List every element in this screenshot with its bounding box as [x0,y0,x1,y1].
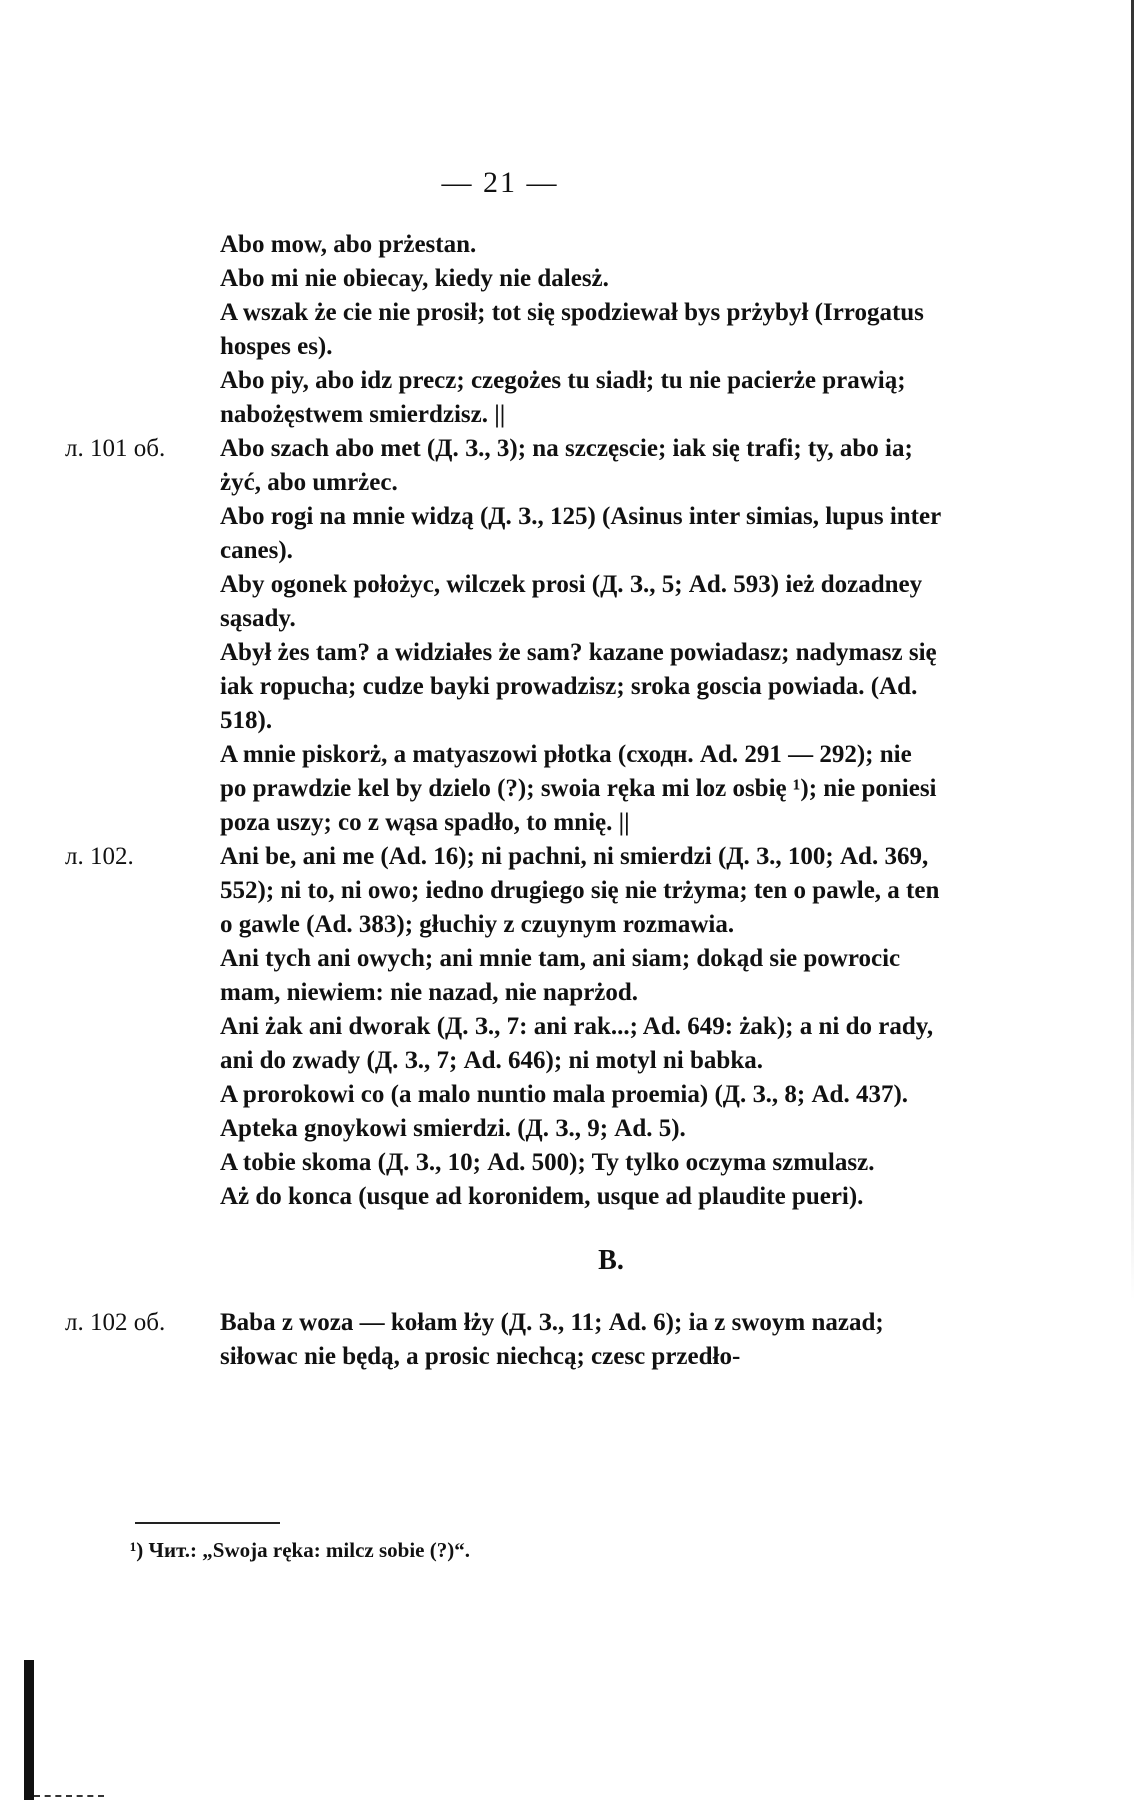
entry-text: Aby ogonek położyc, wilczek prosi (Д. З., 5; Ad. 593) ież dozadney sąsady. [220,571,923,632]
entry-text: A wszak że cie nie prosił; tot się spodziewał bys prżybył (Irrogatus hospes es). [220,299,924,360]
entry [65,840,942,942]
entry [220,636,942,738]
entry-text: Ani tych ani owych; ani mnie tam, ani siam; dokąd sie powrocic mam, niewiem: nie nazad, nie naprżod. [220,945,901,1006]
entry-text: Abo mi nie obiecay, kiedy nie dalesż. [220,265,609,292]
entry [220,1010,942,1078]
entry-text: Abo piy, abo idz precz; czegożes tu siadł; tu nie pacierże prawią; nabożęstwem smierdzisz. || [220,367,906,428]
section-heading: B. [598,1245,624,1276]
entry-text: Ani be, ani me (Ad. 16); ni pachni, ni smierdzi (Д. З., 100; Ad. 369, 552); ni to, ni owo; iedno drugiego się nie trżyma; ten o pawle, a ten o gawle (Ad. 383); głuchiy z czuynym rozmawia. [220,843,940,938]
entry [220,500,942,568]
entry-text: Abo mow, abo prżestan. [220,231,477,258]
entry-text: A prorokowi co (a malo nuntio mala proemia) (Д. З., 8; Ad. 437). [220,1081,909,1108]
entry [220,364,942,432]
entry-text: Abo szach abo met (Д. З., 3); na szczęscie; iak się trafi; ty, abo ia; żyć, abo umrżec. [220,435,913,496]
entry [220,568,942,636]
entry [220,1078,942,1112]
entry [220,738,942,840]
scan-edge-bottom [34,1795,104,1797]
page-number: — 21 — [441,166,559,199]
entry-text: Abył żes tam? a widziałes że sam? kazane powiadasz; nadymasz się iak ropucha; cudze bayki prowadzisz; sroka goscia powiada. (Ad. 518). [220,639,937,734]
entry [220,228,942,262]
entry-text: Baba z woza — kołam łży (Д. З., 11; Ad. 6); ia z swoym nazad; siłowac nie będą, a prosic niechcą; czesc przedło- [220,1309,884,1370]
entry [220,262,942,296]
entry [220,1180,942,1214]
margin-note: л. 101 об. [65,435,166,462]
entry [220,1112,942,1146]
entry [220,1146,942,1180]
footnote-rule [135,1522,280,1524]
margin-note: л. 102. [65,843,134,870]
entry-text: A mnie piskorż, a matyaszowi płotka (сходн. Ad. 291 — 292); nie po prawdzie kel by dzielo (?); swoia ręka mi loz osbię ¹); nie poniesi poza uszy; co z wąsa spadło, to mnię. || [220,741,937,836]
entry [65,1306,942,1374]
entry-text: Abo rogi na mnie widzą (Д. З., 125) (Asinus inter simias, lupus inter canes). [220,503,941,564]
scan-edge-right [1131,0,1134,1300]
scan-edge-left [24,1660,34,1800]
main-text [65,228,942,1374]
entry-text: Aż do konca (usque ad koronidem, usque ad plaudite pueri). [220,1183,864,1210]
footnote: ¹) Чит.: „Swoja ręka: milcz sobie (?)“. [130,1538,470,1562]
entry-text: A tobie skoma (Д. З., 10; Ad. 500); Ty tylko oczyma szmulasz. [220,1149,875,1176]
entry [220,942,942,1010]
entry [65,432,942,500]
entry-text: Ani żak ani dworak (Д. З., 7: ani rak...; Ad. 649: żak); a ni do rady, ani do zwady (Д. З., 7; Ad. 646); ni motyl ni babka. [220,1013,934,1074]
entry-text: Apteka gnoykowi smierdzi. (Д. З., 9; Ad. 5). [220,1115,686,1142]
entry [220,296,942,364]
margin-note: л. 102 об. [65,1309,166,1336]
